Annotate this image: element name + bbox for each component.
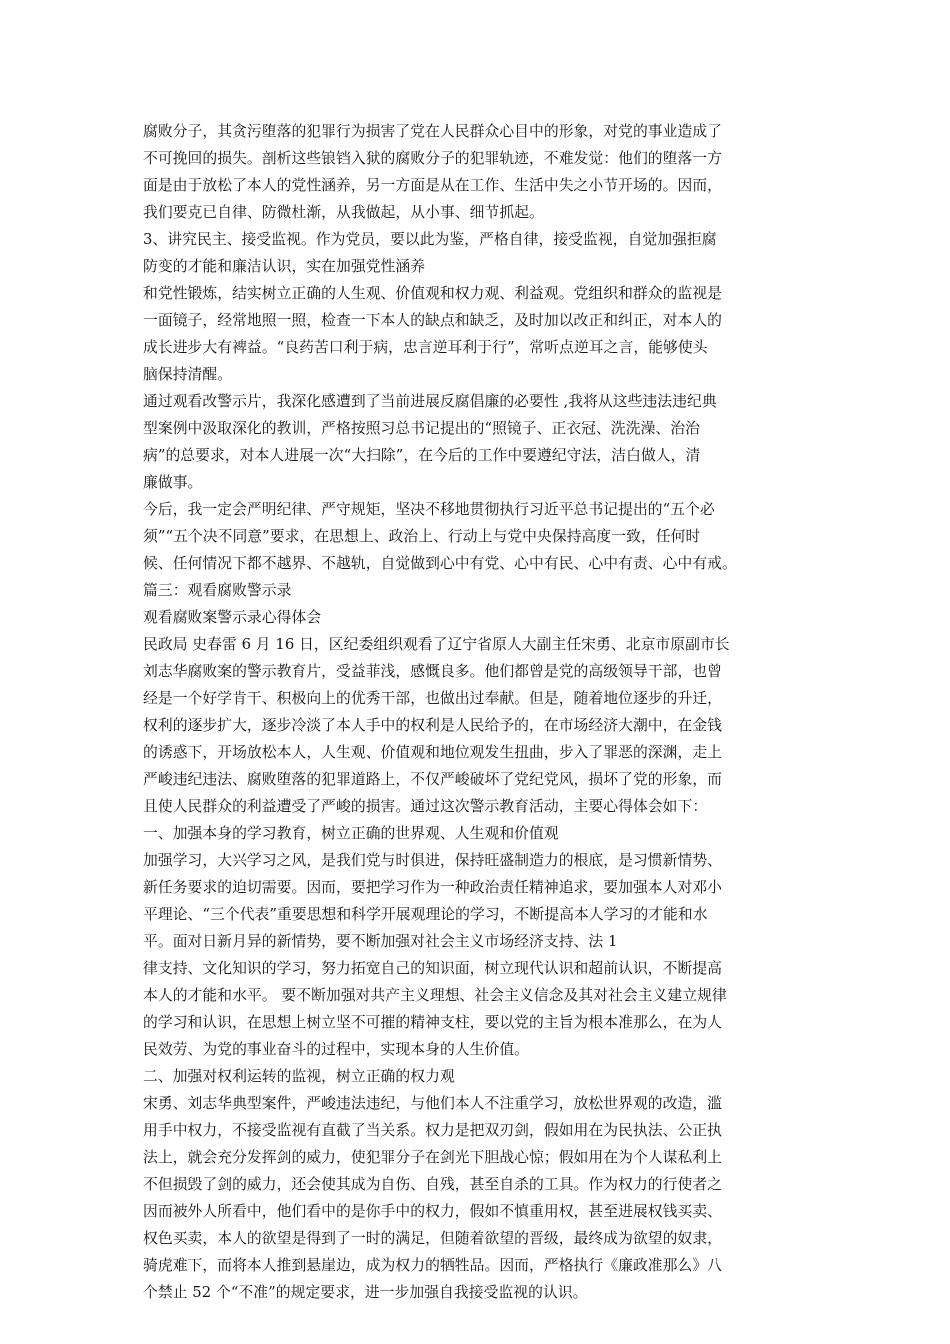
- text-line: 平。面对日新月异的新情势，要不断加强对社会主义市场经济支持、法 1: [143, 933, 618, 950]
- text-line: 经是一个好学肯干、积极向上的优秀干部，也做出过奉献。但是，随着地位逐步的升迁，: [143, 690, 723, 707]
- text-line: 我们要克已自律、防微杜渐，从我做起，从小事、细节抓起。: [143, 204, 544, 221]
- text-line: 须”“五个决不同意”要求，在思想上、政治上、行动上与党中央保持高度一致，任何时: [143, 528, 701, 545]
- text-line: 的诱惑下，开场放松本人，人生观、价值观和地位观发生扭曲，步入了罪恶的深渊，走上: [143, 744, 723, 761]
- text-line: 一面镜子，经常地照一照，检查一下本人的缺点和缺乏，及时加以改正和纠正，对本人的: [143, 312, 723, 329]
- text-line: 观看腐败案警示录心得体会: [143, 609, 322, 626]
- text-line: 权利的逐步扩大，逐步冷淡了本人手中的权利是人民给予的，在市场经济大潮中，在金钱: [143, 717, 723, 734]
- text-line: 民政局 史春雷 6 月 16 日，区纪委组织观看了辽宁省原人大副主任宋勇、北京市原副市长: [143, 636, 730, 653]
- text-line: 型案例中汲取深化的教训，严格按照习总书记提出的“照镜子、正衣冠、洗洗澡、治治: [143, 420, 700, 437]
- text-line: 二、加强对权利运转的监视，树立正确的权力观: [143, 1068, 455, 1085]
- text-line: 3、讲究民主、接受监视。作为党员，要以此为鉴，严格自律，接受监视，自觉加强拒腐: [143, 231, 717, 248]
- document-body: [143, 118, 810, 1306]
- text-line: 廉做事。: [143, 474, 203, 491]
- text-line: 刘志华腐败案的警示教育片，受益菲浅，感慨良多。他们都曾是党的高级领导干部，也曾: [143, 663, 723, 680]
- text-line: 律支持、文化知识的学习，努力拓宽自己的知识面，树立现代认识和超前认识，不断提高: [143, 960, 723, 977]
- text-line: 病”的总要求，对本人进展一次“大扫除”，在今后的工作中要遵纪守法，洁白做人，清: [143, 447, 701, 464]
- text-line: 因而被外人所看中，他们看中的是你手中的权力，假如不慎重用权，甚至进展权钱买卖、: [143, 1203, 723, 1220]
- text-line: 篇三：观看腐败警示录: [143, 582, 292, 599]
- text-line: 民效劳、为党的事业奋斗的过程中，实现本身的人生价值。: [143, 1041, 530, 1058]
- text-line: 成长进步大有裨益。“良药苦口利于病，忠言逆耳利于行”，常听点逆耳之言，能够使头: [143, 339, 708, 356]
- text-line: 腐败分子，其贪污堕落的犯罪行为损害了党在人民群众心目中的形象，对党的事业造成了: [143, 123, 723, 140]
- text-line: 不但损毁了剑的威力，还会使其成为自伤、自残，甚至自杀的工具。作为权力的行使者之: [143, 1176, 723, 1193]
- text-line: 权色买卖，本人的欲望是得到了一时的满足，但随着欲望的晋级，最终成为欲望的奴隶，: [143, 1230, 723, 1247]
- text-line: 本人的才能和水平。 要不断加强对共产主义理想、社会主义信念及其对社会主义建立规律: [143, 987, 727, 1004]
- text-line: 和党性锻炼，结实树立正确的人生观、价值观和权力观、利益观。党组织和群众的监视是: [143, 285, 723, 302]
- text-line: 法上，就会充分发挥剑的威力，使犯罪分子在剑光下胆战心惊；假如用在为个人谋私利上: [143, 1149, 723, 1166]
- text-line: 严峻违纪违法、腐败堕落的犯罪道路上，不仅严峻破坏了党纪党风，损坏了党的形象，而: [143, 771, 723, 788]
- text-line: 平理论、“三个代表”重要思想和科学开展观理论的学习，不断提高本人学习的才能和水: [143, 906, 708, 923]
- text-line: 防变的才能和廉洁认识，实在加强党性涵养: [143, 258, 426, 275]
- text-line: 加强学习，大兴学习之风，是我们党与时俱进，保持旺盛制造力的根底，是习惯新情势、: [143, 852, 723, 869]
- text-line: 今后，我一定会严明纪律、严守规矩，坚决不移地贯彻执行习近平总书记提出的“五个必: [143, 501, 715, 518]
- text-line: 通过观看改警示片，我深化感遭到了当前进展反腐倡廉的必要性 ,我将从这些违法违纪典: [143, 393, 717, 410]
- text-line: 候、任何情况下都不越界、不越轨，自觉做到心中有党、心中有民、心中有责、心中有戒。: [143, 555, 737, 572]
- text-line: 一、加强本身的学习教育，树立正确的世界观、人生观和价值观: [143, 825, 559, 842]
- text-line: 且使人民群众的利益遭受了严峻的损害。通过这次警示教育活动，主要心得体会如下：: [143, 798, 708, 815]
- text-line: 的学习和认识，在思想上树立坚不可摧的精神支柱，要以党的主旨为根本准那么，在为人: [143, 1014, 723, 1031]
- text-line: 宋勇、刘志华典型案件，严峻违法违纪，与他们本人不注重学习，放松世界观的改造，滥: [143, 1095, 723, 1112]
- text-line: 面是由于放松了本人的党性涵养，另一方面是从在工作、生活中失之小节开场的。因而，: [143, 177, 723, 194]
- text-line: 脑保持清醒。: [143, 366, 233, 383]
- text-line: 用手中权力，不接受监视有直截了当关系。权力是把双刃剑，假如用在为民执法、公正执: [143, 1122, 723, 1139]
- text-line: 新任务要求的迫切需要。因而，要把学习作为一种政治责任精神追求，要加强本人对邓小: [143, 879, 723, 896]
- text-line: 个禁止 52 个“不准”的规定要求，进一步加强自我接受监视的认识。: [143, 1284, 588, 1301]
- text-line: 不可挽回的损失。剖析这些锒铛入狱的腐败分子的犯罪轨迹，不难发觉：他们的堕落一方: [143, 150, 723, 167]
- text-line: 骑虎难下，而将本人推到悬崖边，成为权力的牺牲品。因而，严格执行《廉政准那么》八: [143, 1257, 723, 1274]
